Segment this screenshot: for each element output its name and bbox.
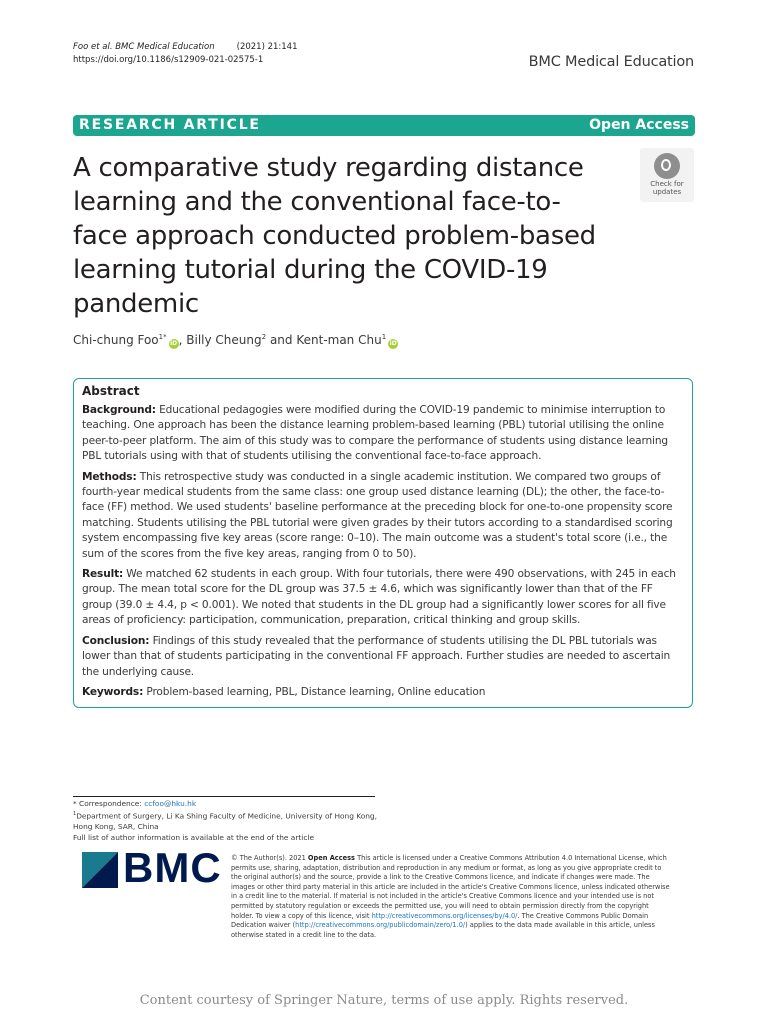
open-access-label: Open Access — [589, 117, 689, 133]
journal-name: BMC Medical Education — [528, 54, 694, 70]
section-label: Background: — [82, 404, 156, 416]
author-name[interactable]: Kent-man Chu — [296, 333, 382, 347]
author-separator: and — [269, 333, 293, 347]
author-info-note: Full list of author information is available at the end of the article — [73, 833, 314, 843]
orcid-icon[interactable]: iD — [389, 340, 397, 347]
affiliation-number: 1 — [73, 811, 77, 817]
author-separator: , — [178, 333, 183, 347]
license-body-3: ) applies to the data made available in this article, unless otherwise stated in a credit line to the data. — [231, 921, 655, 939]
author-affiliation: 1 — [381, 333, 387, 341]
check-for-updates-label-2: updates — [652, 188, 682, 196]
article-type-label: RESEARCH ARTICLE — [79, 117, 261, 133]
abstract-result — [82, 567, 684, 629]
correspondence-label: * Correspondence: — [73, 799, 142, 808]
doi-link[interactable]: https://doi.org/10.1186/s12909-021-02575-1 — [73, 55, 264, 65]
section-text: Problem-based learning, PBL, Distance learning, Online education — [146, 685, 486, 698]
section-label: Methods: — [82, 470, 137, 483]
section-label: Conclusion: — [82, 634, 150, 647]
check-for-updates-icon — [654, 153, 680, 179]
bmc-logo-mark — [82, 852, 118, 888]
citation-authors: Foo et al. BMC Medical Education — [73, 42, 215, 52]
abstract-background — [82, 403, 684, 465]
open-access-bold: Open Access — [307, 854, 355, 862]
section-text: Findings of this study revealed that the performance of students utilising the DL PBL tutorials was lower than that of students participating in the conventional FF approach. Further studies are needed to ascertain the underlying cause. — [82, 634, 671, 678]
section-text: We matched 62 students in each group. With four tutorials, there were 490 observations, with 245 in each group. The mean total score for the DL group was 37.5 ± 4.6, which was significantly lower than that of the FF group (39.0 ± 4.4, p < 0.001). We noted that students in the DL group had a significantly lower scores for all five areas of proficiency: participation, communication, preparation, critical thinking and group skills. — [82, 568, 676, 627]
author-affiliation: 1* — [158, 333, 167, 341]
license-body-2: . The Creative Commons Public Domain Dedication waiver ( — [231, 911, 649, 930]
copyright: © The Author(s). 2021 — [231, 854, 306, 862]
footnote-divider — [73, 796, 375, 797]
license-body: This article is licensed under a Creative Commons Attribution 4.0 International License, which permits use, sharing, adaptation, distribution and reproduction in any medium or format, as long as you give appropriate credit to the original author(s) and the source, provide a link to the Creative Commons licence, and indicate if changes were made. The images or other third party material in this article are included in the article's Creative Commons licence, unless indicated otherwise in a credit line to the material. If material is not included in the article's Creative Commons licence and your intended use is not permitted by statutory regulation or exceeds the permitted use, you will need to obtain permission directly from the copyright holder. To view a copy of this licence, visit — [231, 854, 670, 920]
abstract-methods — [82, 470, 684, 562]
orcid-icon[interactable]: iD — [170, 340, 178, 347]
check-for-updates-button[interactable] — [640, 148, 694, 202]
license-text — [231, 854, 671, 940]
article-title: A comparative study regarding distance learning and the conventional face-to-face approach conducted problem-based learning tutorial during the COVID-19 pandemic — [73, 153, 596, 319]
author-list — [73, 333, 398, 349]
correspondence-email[interactable]: ccfoo@hku.hk — [144, 799, 197, 808]
footnotes — [73, 798, 383, 843]
section-text: Educational pedagogies were modified during the COVID-19 pandemic to minimise interruption to teaching. One approach has been the distance learning problem-based learning (PBL) tutorial utilising the online peer-to-peer platform. The aim of this study was to compare the performance of students using distance learning PBL tutorials using with that of students utilising the conventional face-to-face approach. — [82, 404, 668, 463]
abstract-keywords — [82, 685, 684, 700]
section-label: Result: — [82, 568, 124, 581]
section-text: This retrospective study was conducted in a single academic institution. We compared two groups of fourth-year medical students from the same class: one group used distance learning (DL); the other, the face-to-face (FF) method. We used students' baseline performance at the preceding block for one-to-one propensity score matching. Students utilising the PBL tutorial were given grades by their tutors according to a standardised scoring system encompassing five key areas (score range: 0–10). The main outcome was a student's total score (i.e., the sum of the scores from the five key areas, ranging from 0 to 50). — [82, 470, 673, 560]
citation-volume: (2021) 21:141 — [236, 42, 298, 52]
author-affiliation: 2 — [261, 333, 267, 341]
affiliation-text: Department of Surgery, Li Ka Shing Faculty of Medicine, University of Hong Kong, Hong Kong, SAR, China — [73, 811, 377, 832]
section-label: Keywords: — [82, 685, 144, 698]
abstract-heading: Abstract — [82, 384, 140, 398]
license-link[interactable]: http://creativecommons.org/licenses/by/4.0/ — [371, 911, 518, 920]
author-name[interactable]: Chi-chung Foo — [73, 333, 159, 347]
bmc-logo-text: BMC — [123, 844, 222, 891]
abstract-conclusion — [82, 634, 684, 680]
check-for-updates-label-1: Check for — [650, 180, 684, 188]
article-type-band — [73, 115, 695, 136]
citation — [73, 41, 298, 67]
author-name[interactable]: Billy Cheung — [186, 333, 262, 347]
public-domain-link[interactable]: http://creativecommons.org/publicdomain/zero/1.0/ — [295, 921, 466, 930]
courtesy-footer: Content courtesy of Springer Nature, terms of use apply. Rights reserved. — [139, 993, 629, 1008]
abstract-box — [73, 378, 693, 708]
